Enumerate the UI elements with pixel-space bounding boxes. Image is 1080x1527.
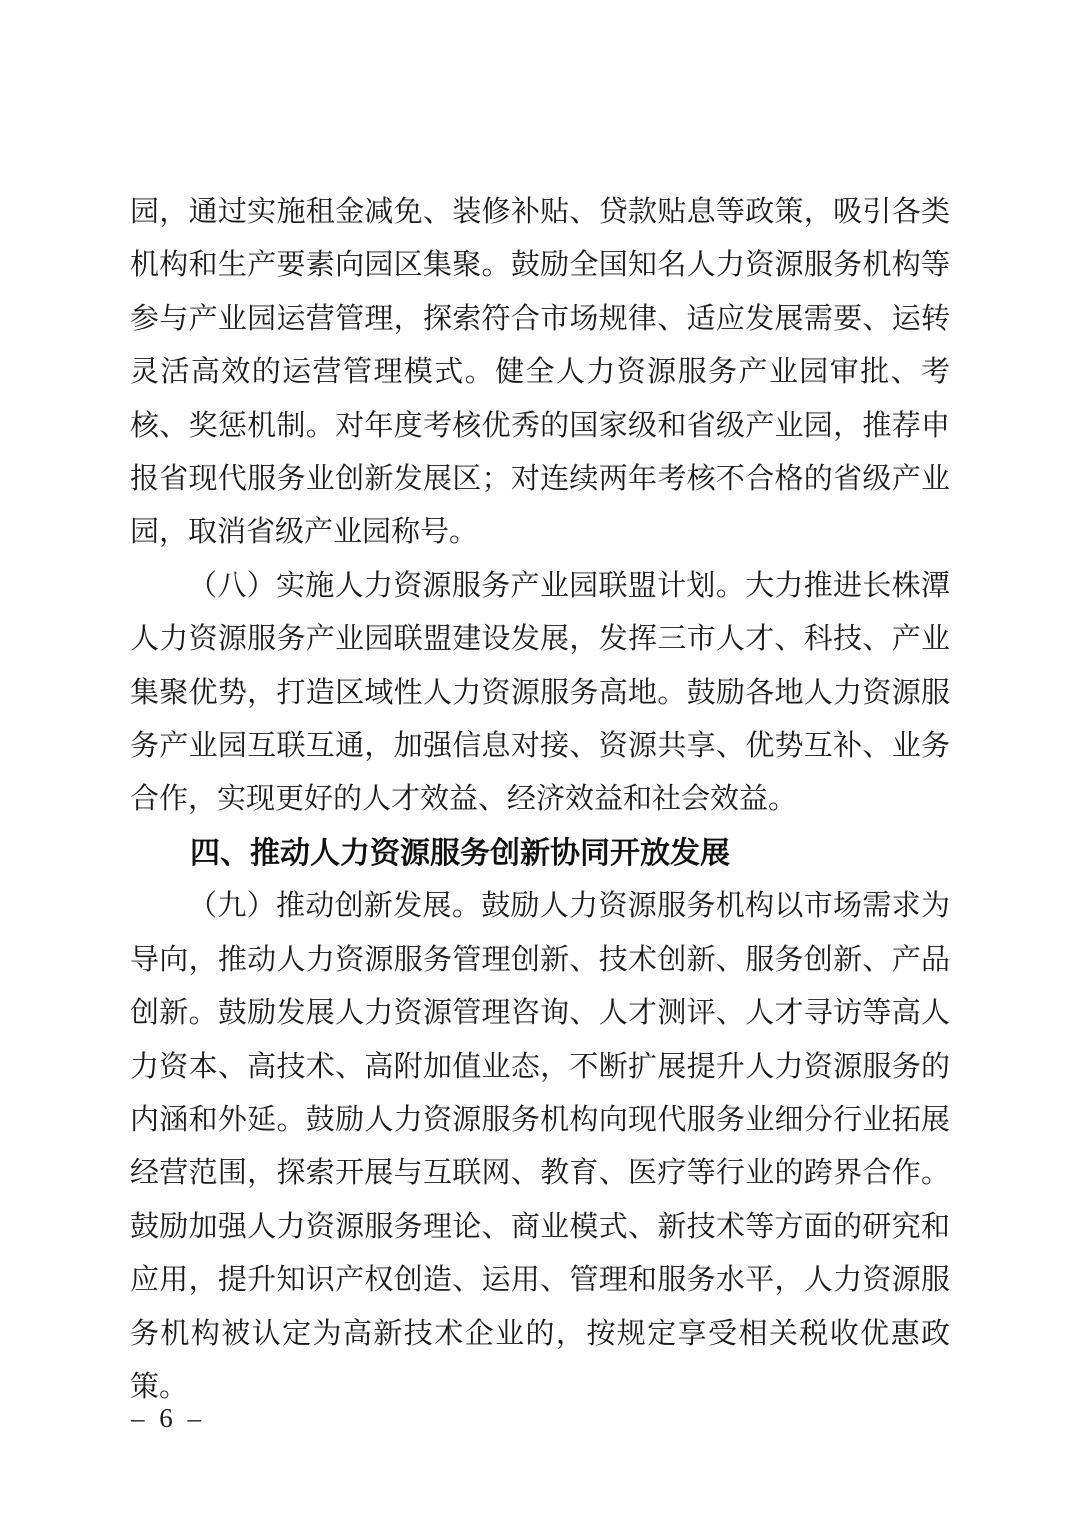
paragraph-lead: （八）实施人力资源服务产业园联盟计划。	[188, 569, 746, 602]
paragraph-text: 鼓励人力资源服务机构以市场需求为导向，推动人力资源服务管理创新、技术创新、服务创新、产品创新。鼓励发展人力资源管理咨询、人才测评、人才寻访等高人力资本、高技术、高附加值业态，不断扩展提升人力资源服务的内涵和外延。鼓励人力资源服务机构向现代服务业细分行业拓展经营范围，探索开展与互联网、教育、医疗等行业的跨界合作。鼓励加强人力资源服务理论、商业模式、新技术等方面的研究和应用，提升知识产权创造、运用、管理和服务水平，人力资源服务机构被认定为高新技术企业的，按规定享受相关税收优惠政策。	[130, 890, 950, 1403]
document-body	[130, 186, 950, 1414]
paragraph-text: 园，通过实施租金减免、装修补贴、贷款贴息等政策，吸引各类机构和生产要素向园区集聚。鼓励全国知名人力资源服务机构等参与产业园运营管理，探索符合市场规律、适应发展需要、运转灵活高效的运营管理模式。健全人力资源服务产业园审批、考核、奖惩机制。对年度考核优秀的国家级和省级产业园，推荐申报省现代服务业创新发展区；对连续两年考核不合格的省级产业园，取消省级产业园称号。	[130, 196, 950, 549]
paragraph-continuation	[130, 186, 950, 560]
page-number: – 6 –	[131, 1403, 205, 1433]
section-heading: 四、推动人力资源服务创新协同开放发展	[190, 836, 730, 870]
paragraph-lead: （九）推动创新发展。	[188, 890, 482, 923]
paragraph-item-8	[130, 560, 950, 827]
paragraph-item-9	[130, 880, 950, 1414]
paragraph-text: 大力推进长株潭人力资源服务产业园联盟建设发展，发挥三市人才、科技、产业集聚优势，打造区域性人力资源服务高地。鼓励各地人力资源服务产业园互联互通，加强信息对接、资源共享、优势互补、业务合作，实现更好的人才效益、经济效益和社会效益。	[130, 569, 950, 816]
